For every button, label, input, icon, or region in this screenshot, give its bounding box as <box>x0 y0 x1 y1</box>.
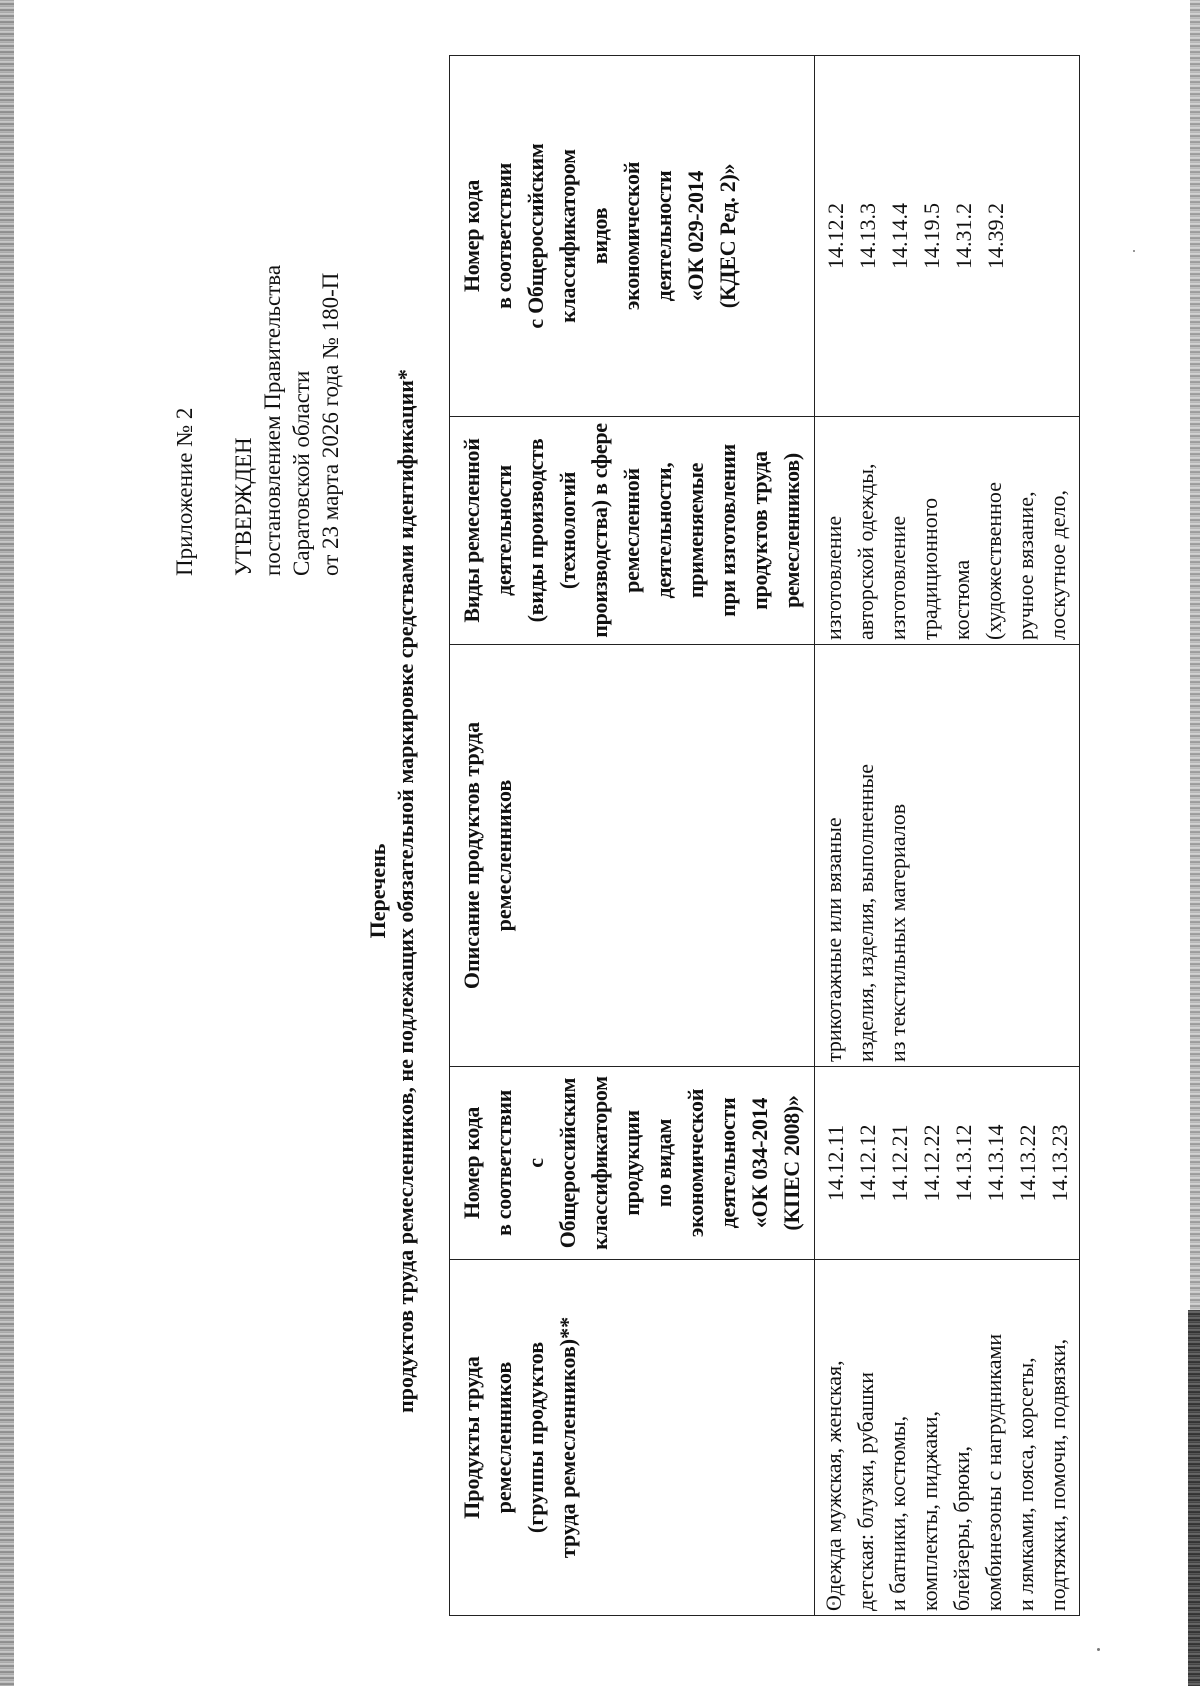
approved-label: УТВЕРЖДЕН <box>231 437 256 576</box>
header-activities: Виды ремесленной деятельности (виды производств (технологий производства) в сфере ремесленной деятельности, применяемые при изготовлении продуктов труда ремесленников) <box>450 417 815 645</box>
title-line: продуктов труда ремесленников, не подлежащих обязательной маркировке средствами идентификации* <box>393 369 418 1413</box>
cell-products: Одежда мужская, женская, детская: блузки, рубашки и батники, костюмы, комплекты, пиджаки, блейзеры, брюки, комбинезоны с нагрудниками и лямками, пояса, корсеты, подтяжки, помочи, подвязки, <box>815 1260 1080 1616</box>
approval-block <box>170 76 345 576</box>
cell-okved-codes: 14.12.2 14.13.3 14.14.4 14.19.5 14.31.2 14.39.2 <box>815 56 1080 417</box>
header-products: Продукты труда ремесленников (группы продуктов труда ремесленников)** <box>450 1260 815 1616</box>
title-line: Перечень <box>365 843 390 939</box>
cell-description: трикотажные или вязаные изделия, изделия, выполненные из текстильных материалов <box>815 645 1080 1067</box>
products-table <box>449 55 1080 1616</box>
cell-okpd-codes: 14.12.11 14.12.12 14.12.21 14.12.22 14.13.12 14.13.14 14.13.22 14.13.23 <box>815 1067 1080 1260</box>
header-description: Описание продуктов труда ремесленников <box>450 645 815 1067</box>
approval-line: постановлением Правительства <box>260 264 285 576</box>
approval-date: от 23 марта 2026 года № 180-П <box>318 272 343 576</box>
table-row <box>815 56 1080 1616</box>
document-title <box>364 176 420 1606</box>
appendix-number: Приложение № 2 <box>172 407 197 576</box>
header-okved-code: Номер кода в соответствии с Общероссийским классификатором видов экономической деятельности «ОК 029-2014 (КДЕС Ред. 2)» <box>450 56 815 417</box>
table-header-row <box>450 56 815 1616</box>
approval-line: Саратовской области <box>289 370 314 576</box>
cell-activities: изготовление авторской одежды, изготовление традиционного костюма (художественное ручное вязание, лоскутное дело, <box>815 417 1080 645</box>
header-okpd-code: Номер кода в соответствии с Общероссийским классификатором продукции по видам экономической деятельности «ОК 034-2014 (КПЕС 2008)» <box>450 1067 815 1260</box>
